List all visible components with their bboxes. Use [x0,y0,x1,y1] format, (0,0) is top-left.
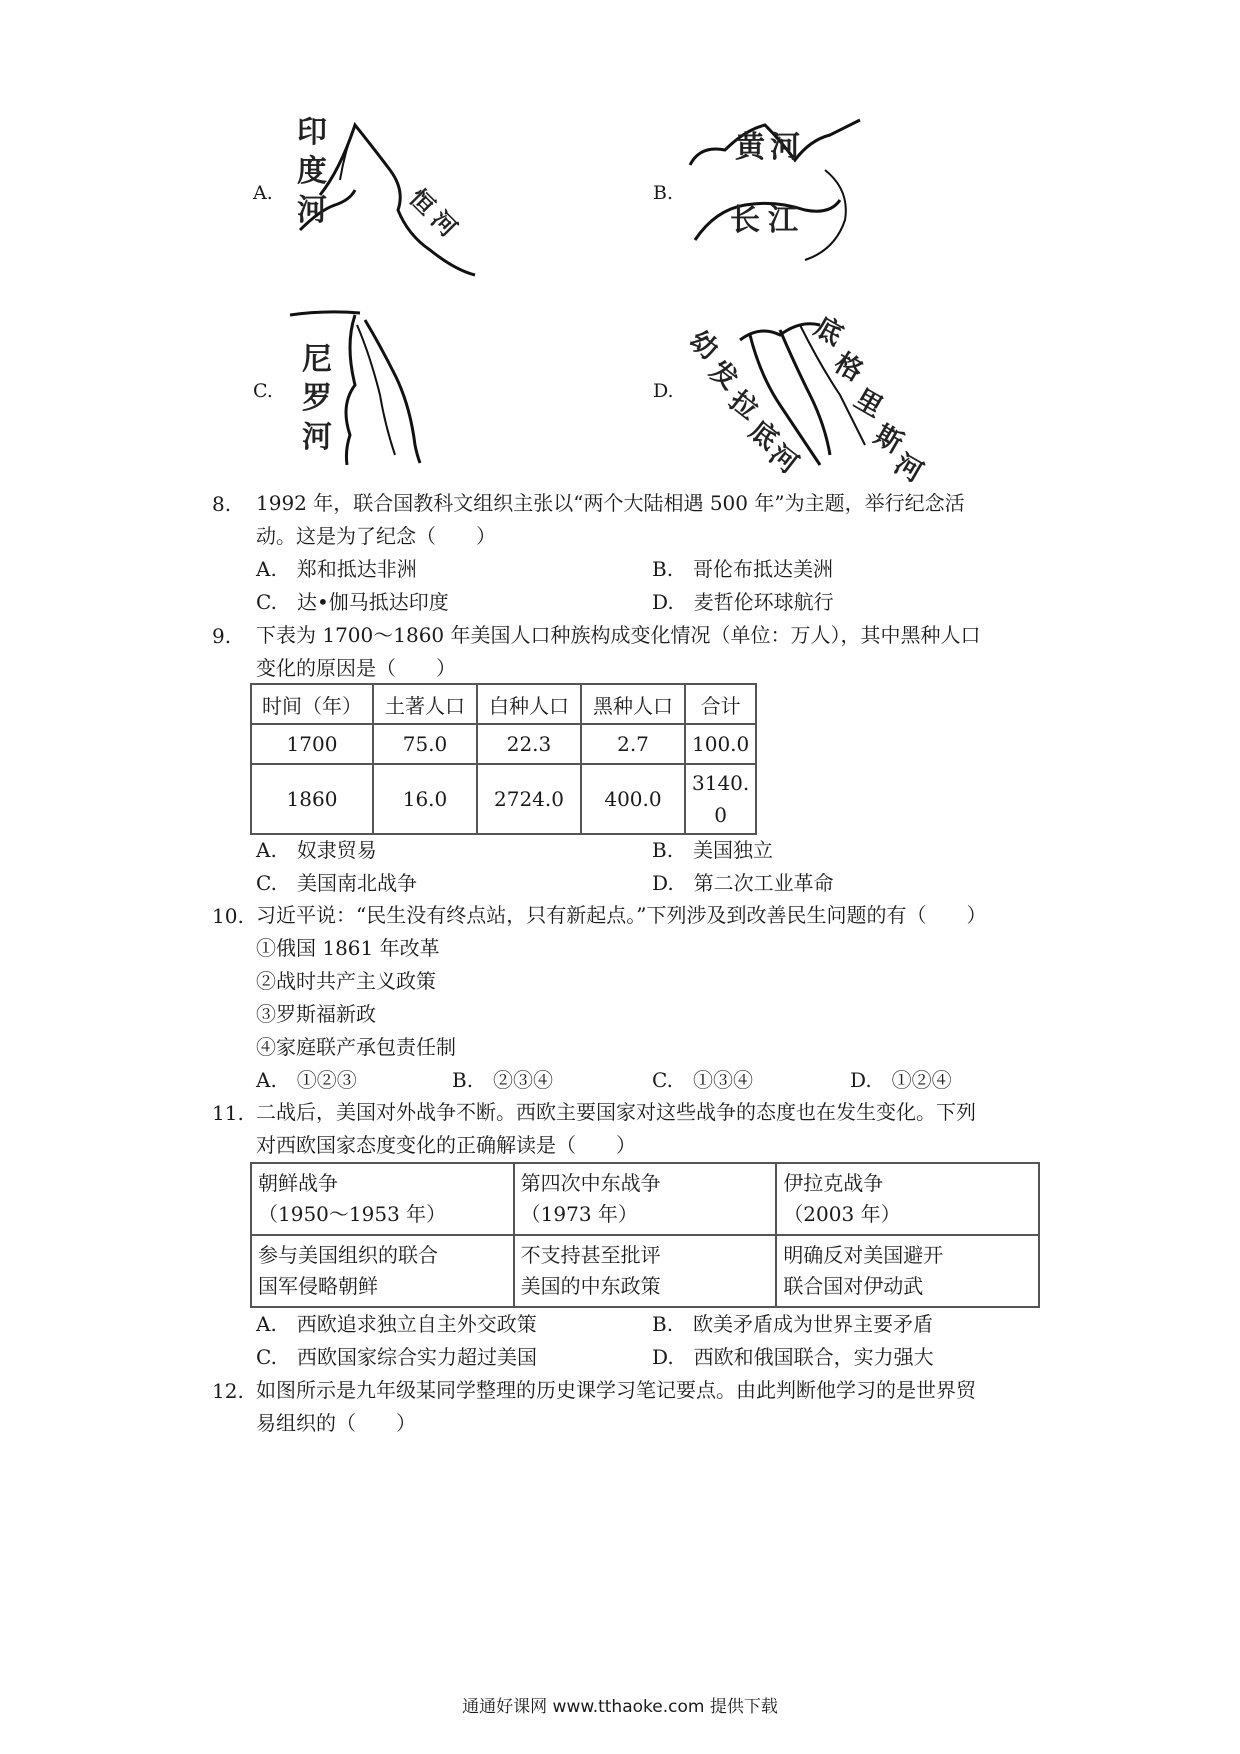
cell-line: 不支持甚至批评 [520,1243,661,1267]
map-label: 黄 [735,130,765,165]
table-cell: 400.0 [581,764,685,834]
question-number: 8. [212,492,232,516]
answer-option[interactable]: A. 奴隶贸易 [256,838,377,862]
list-item: ①俄国 1861 年改革 [256,936,440,960]
map-label: 河 [770,130,800,165]
map-label: 幼 [683,324,724,367]
answer-option[interactable]: B. 哥伦布抵达美洲 [652,557,834,581]
table-cell [251,1235,514,1307]
table-cell: 2724.0 [477,764,581,834]
table-header-row [251,684,756,724]
answer-option[interactable]: B. 美国独立 [652,838,774,862]
list-item: ③罗斯福新政 [256,1002,376,1026]
map-label: 长 [730,203,760,238]
map-label: 河 [302,420,332,455]
question-number: 9. [212,624,232,648]
answer-option[interactable]: C. 西欧国家综合实力超过美国 [256,1345,537,1369]
question-stem: 动。这是为了纪念（ ） [256,524,496,548]
map-label: 印 [297,115,327,150]
map-label: 河 [297,193,327,228]
table-cell: 1860 [251,764,373,834]
answer-option[interactable]: C. 美国南北战争 [256,871,417,895]
map-label: 发 [703,354,744,397]
answer-option[interactable]: A. 西欧追求独立自主外交政策 [256,1312,537,1336]
table-cell: 22.3 [477,724,581,764]
table-cell [514,1235,777,1307]
table-row [251,1235,1039,1307]
list-item: ④家庭联产承包责任制 [256,1035,456,1059]
table-cell [776,1163,1039,1235]
map-label: 里 [849,383,888,424]
answer-option[interactable]: B. ②③④ [452,1068,554,1092]
map-label: 格 [829,347,868,388]
table-cell: 100.0 [685,724,756,764]
cell-line: 0 [714,803,727,827]
cell-line: 第四次中东战争 [520,1171,661,1195]
cell-line: 朝鲜战争 [258,1171,338,1195]
question-stem: 对西欧国家态度变化的正确解读是（ ） [256,1133,636,1157]
cell-line: 联合国对伊动武 [783,1274,924,1298]
war-attitude-table [250,1162,1040,1308]
map-label: 恒 [403,183,441,221]
answer-option[interactable]: D. ①②④ [850,1068,952,1092]
population-table [250,683,757,835]
question-stem: 下表为 1700～1860 年美国人口种族构成变化情况（单位：万人），其中黑种人口 [256,623,981,647]
map-label: 度 [297,154,327,189]
page-footer: 通通好课网 www.tthaoke.com 提供下载 [462,1697,778,1717]
map-label: 斯 [869,419,908,460]
map-label: 拉 [723,384,764,427]
map-label: 底 [743,414,784,457]
cell-line: （1973 年） [520,1202,638,1226]
list-item: ②战时共产主义政策 [256,969,436,993]
cell-line: 伊拉克战争 [783,1171,884,1195]
cell-line: （2003 年） [783,1202,901,1226]
answer-option[interactable]: B. 欧美矛盾成为世界主要矛盾 [652,1312,934,1336]
map-label: 尼 [302,342,332,377]
question-stem: 1992 年，联合国教科文组织主张以“两个大陆相遇 500 年”为主题，举行纪念活 [256,491,965,515]
question-number: 10. [212,904,244,928]
table-header: 白种人口 [477,684,581,724]
map-label: 江 [768,203,798,238]
cell-line: 3140. [692,771,750,795]
table-header: 黑种人口 [581,684,685,724]
table-header: 土著人口 [373,684,477,724]
question-stem: 如图所示是九年级某同学整理的历史课学习笔记要点。由此判断他学习的是世界贸 [256,1378,976,1402]
map-label: 罗 [302,381,332,416]
table-cell: 1700 [251,724,373,764]
table-cell [685,764,756,834]
table-row [251,764,756,834]
answer-option[interactable]: A. ①②③ [256,1068,357,1092]
table-cell: 2.7 [581,724,685,764]
question-stem: 易组织的（ ） [256,1411,416,1435]
cell-line: 美国的中东政策 [520,1274,661,1298]
option-letter: D. [653,380,674,402]
question-stem: 习近平说：“民生没有终点站，只有新起点。”下列涉及到改善民生问题的有（ ） [256,903,987,927]
cell-line: 国军侵略朝鲜 [258,1274,378,1298]
table-cell: 16.0 [373,764,477,834]
cell-line: 参与美国组织的联合 [258,1243,438,1267]
answer-option[interactable]: D. 麦哲伦环球航行 [652,590,834,614]
answer-option[interactable]: C. 达•伽马抵达印度 [256,590,449,614]
cell-line: （1950～1953 年） [258,1202,447,1226]
answer-option[interactable]: A. 郑和抵达非洲 [256,557,417,581]
map-label: 河 [889,448,928,489]
table-row [251,724,756,764]
answer-option[interactable]: C. ①③④ [652,1068,753,1092]
cell-line: 明确反对美国避开 [783,1243,944,1267]
table-cell [251,1163,514,1235]
question-number: 11. [212,1101,244,1125]
map-label: 底 [809,311,848,352]
option-letter: A. [253,182,273,204]
map-label: 河 [763,438,804,481]
option-letter: B. [653,182,674,204]
answer-option[interactable]: D. 第二次工业革命 [652,871,834,895]
table-header: 时间（年） [251,684,373,724]
map-label: 河 [425,205,463,243]
table-row [251,1163,1039,1235]
option-letter: C. [253,380,273,402]
table-header: 合计 [685,684,756,724]
question-stem: 二战后，美国对外战争不断。西欧主要国家对这些战争的态度也在发生变化。下列 [256,1100,976,1124]
table-cell: 75.0 [373,724,477,764]
question-number: 12. [212,1379,244,1403]
table-cell [776,1235,1039,1307]
answer-option[interactable]: D. 西欧和俄国联合，实力强大 [652,1345,934,1369]
question-stem: 变化的原因是（ ） [256,656,456,680]
table-cell [514,1163,777,1235]
